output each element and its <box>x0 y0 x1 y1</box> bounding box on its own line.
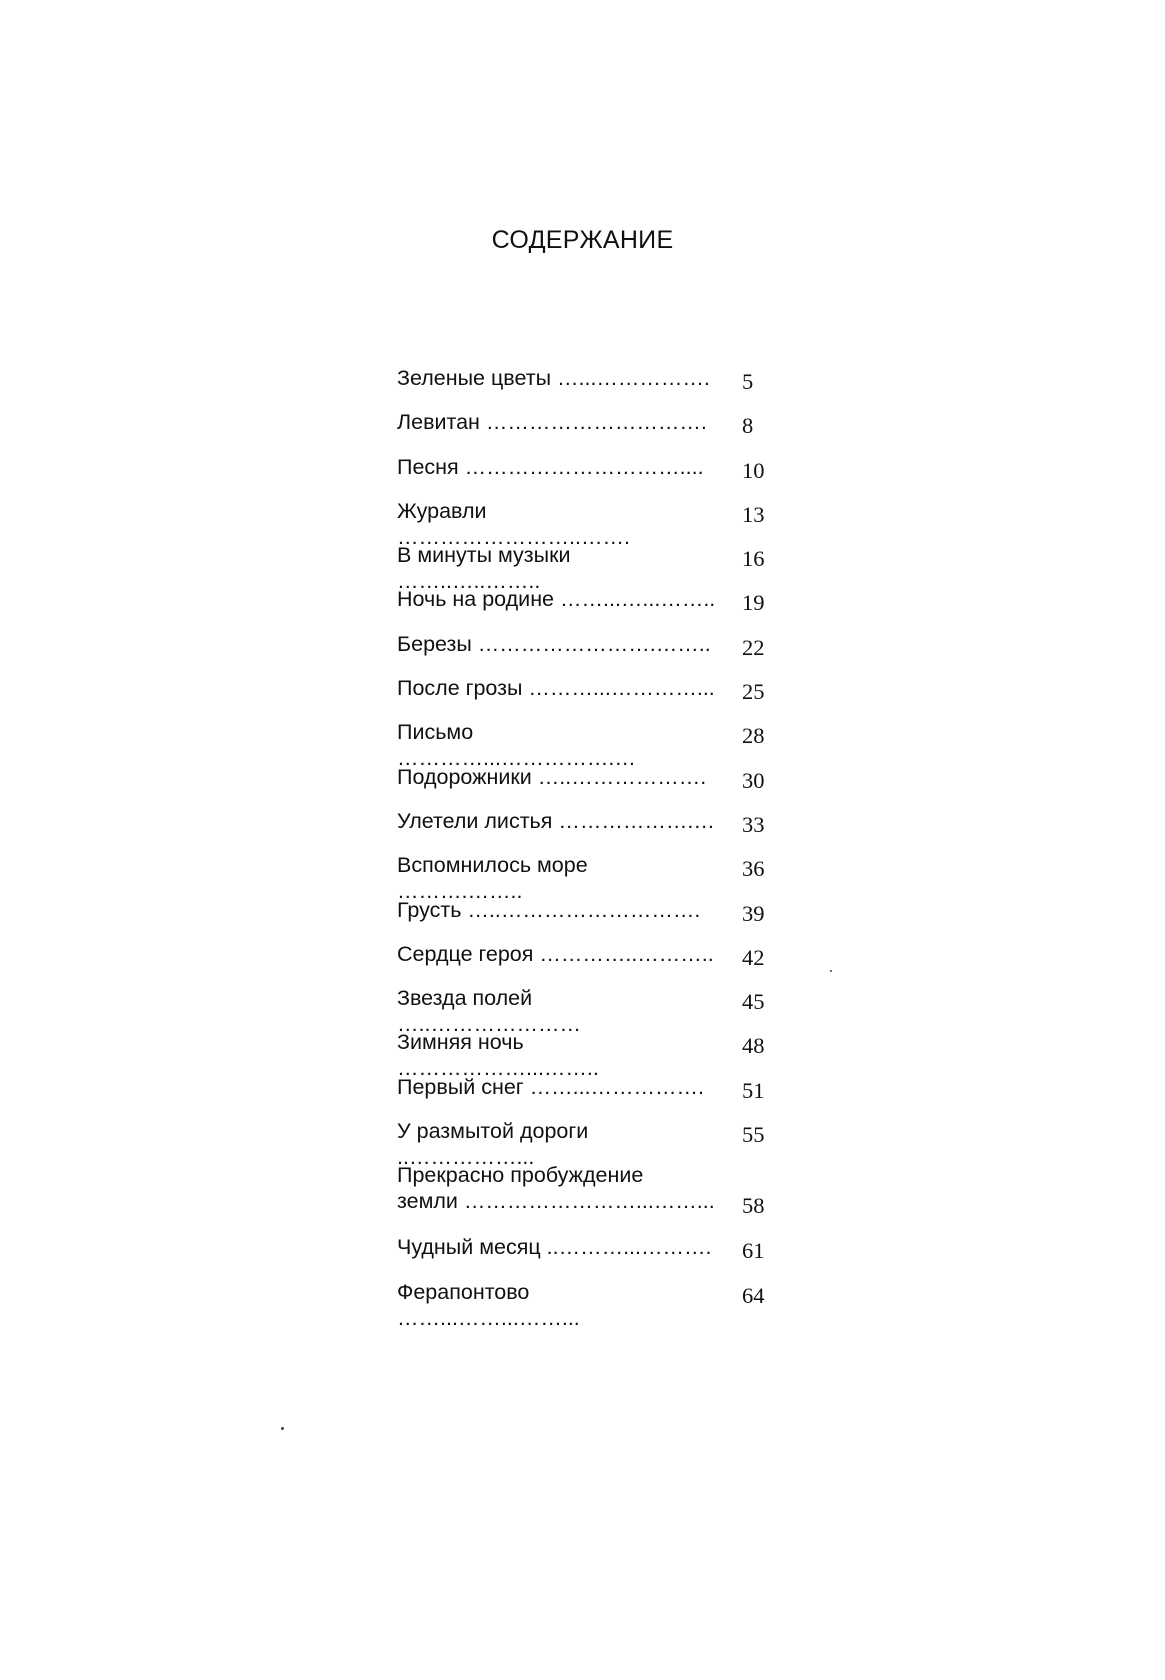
toc-entry <box>397 1162 777 1234</box>
toc-entry <box>397 586 777 630</box>
toc-entry <box>397 1279 777 1330</box>
toc-entry-page: 48 <box>742 1033 765 1059</box>
toc-entry-title: Березы …………………….…….. <box>397 631 711 656</box>
toc-entry <box>397 764 777 808</box>
toc-entry-page: 58 <box>742 1193 765 1219</box>
toc-entry <box>397 852 777 904</box>
toc-entry-page: 25 <box>742 679 765 705</box>
toc-entry <box>397 409 777 453</box>
toc-entry-page: 55 <box>742 1122 765 1148</box>
toc-entry-title: У размытой дороги ..……………... <box>397 1119 595 1170</box>
toc-entry-title: Грусть …..………………………. <box>397 897 701 922</box>
toc-entry-page: 8 <box>742 413 754 439</box>
toc-entry <box>397 631 777 675</box>
table-of-contents <box>397 365 777 1330</box>
toc-entry <box>397 719 777 771</box>
toc-entry-page: 16 <box>742 546 765 572</box>
toc-entry <box>397 454 777 498</box>
toc-entry-page: 39 <box>742 900 765 926</box>
toc-entry-title: Улетели листья ……………….… <box>397 808 715 833</box>
toc-entry-title: Левитан …………………………. <box>397 410 707 435</box>
toc-entry-page: 42 <box>742 944 765 970</box>
scan-speck <box>830 970 832 972</box>
toc-entry-page: 45 <box>742 989 765 1015</box>
toc-entry <box>397 675 777 719</box>
toc-entry-title: Вспомнилось море ……….…….. <box>397 853 594 904</box>
toc-entry <box>397 897 777 941</box>
toc-entry-page: 64 <box>742 1282 765 1308</box>
toc-entry-page: 33 <box>742 811 765 837</box>
toc-entry-page: 51 <box>742 1077 765 1103</box>
toc-entry-title: Ночь на родине ……...…...…….. <box>397 587 716 612</box>
toc-entry <box>397 498 777 549</box>
toc-entry <box>397 1118 777 1170</box>
toc-entry-title: Сердце героя …………..……….. <box>397 941 714 966</box>
toc-entry-title: Письмо …………...…………….… <box>397 720 636 771</box>
page-title: СОДЕРЖАНИЕ <box>491 226 674 254</box>
toc-entry-title: Зимняя ночь ………………...…….. <box>397 1030 599 1081</box>
toc-entry-title: После грозы ………...…………... <box>397 676 715 701</box>
toc-entry-page: 61 <box>742 1238 765 1264</box>
toc-entry <box>397 542 777 594</box>
toc-entry-title: Подорожники …..………………. <box>397 764 707 789</box>
toc-entry-title: Журавли ……………………..……. <box>397 498 630 549</box>
toc-entry <box>397 808 777 852</box>
toc-entry <box>397 1234 777 1278</box>
toc-entry-title: Звезда полей …..………………… <box>397 986 581 1037</box>
toc-entry-title: Чудный месяц ..………...………. <box>397 1235 712 1260</box>
toc-entry <box>397 985 777 1037</box>
toc-entry-title: В минуты музыки ……..…..…….. <box>397 543 577 594</box>
toc-entry <box>397 941 777 985</box>
toc-entry <box>397 1029 777 1081</box>
toc-entry-title: Первый снег ……...……………. <box>397 1074 705 1099</box>
toc-entry-page: 10 <box>742 457 765 483</box>
toc-entry-title: Прекрасно пробуждение земли ……………………...……... <box>397 1163 715 1214</box>
toc-entry-page: 22 <box>742 634 765 660</box>
toc-entry <box>397 1074 777 1118</box>
toc-entry-page: 13 <box>742 501 765 527</box>
toc-entry-page: 19 <box>742 590 765 616</box>
toc-entry <box>397 365 777 409</box>
toc-entry-title: Песня ………………………….... <box>397 454 704 479</box>
toc-entry-page: 30 <box>742 767 765 793</box>
scan-speck <box>281 1427 284 1430</box>
toc-entry-page: 36 <box>742 856 765 882</box>
toc-entry-page: 5 <box>742 369 754 394</box>
toc-entry-title: Ферапонтово ……...……...……... <box>397 1279 580 1330</box>
toc-entry-title: Зеленые цветы …...……………. <box>397 366 710 390</box>
toc-entry-page: 28 <box>742 723 765 749</box>
